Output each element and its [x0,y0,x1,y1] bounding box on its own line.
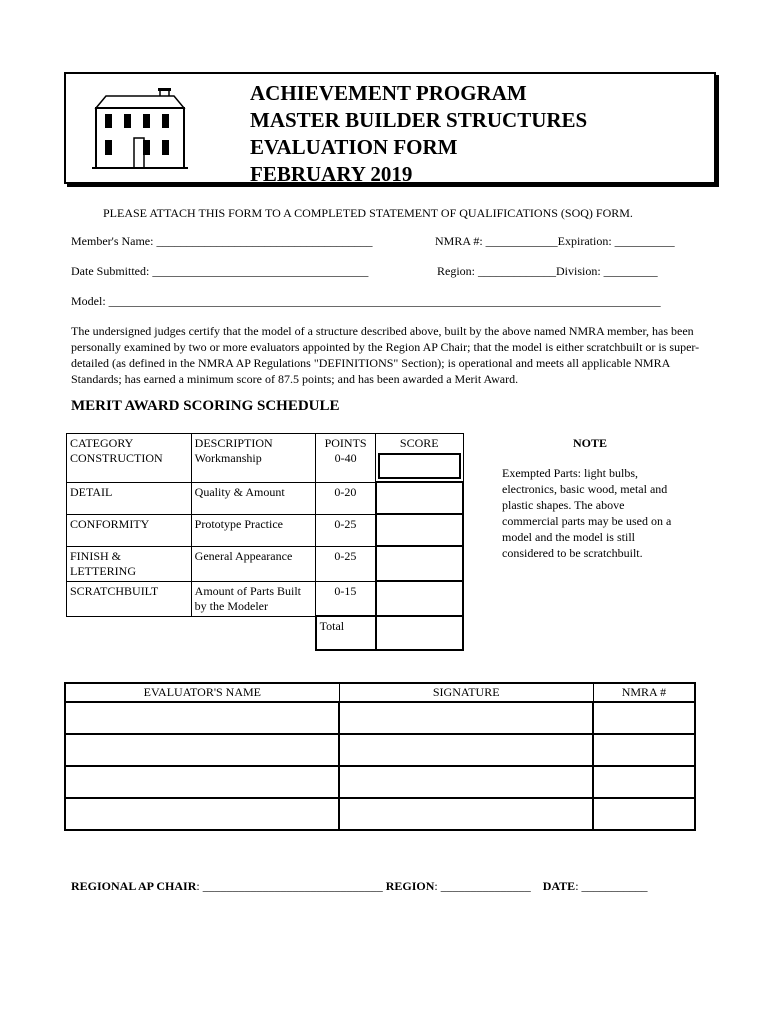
certification-paragraph: The undersigned judges certify that the model of a structure described above, built by the above named NMRA member, has been personally examined by two or more evaluators appointed by the Region AP Chair; that the model is either scratchbuilt or is super-detailed (as defined in the NMRA AP Regulations "DEFINITIONS" Section); is operational and meets all applicable NMRA Standards; has earned a minimum score of 87.5 points; and has been awarded a Merit Award. [71,324,700,386]
nmra-number-input[interactable] [593,766,695,798]
evaluator-header-row [65,683,695,702]
description-value: Prototype Practice [191,514,315,546]
model-field[interactable]: Model: ____________________________________________________________________________________________ [71,294,661,308]
table-row [67,514,464,546]
form-title [250,80,710,188]
category-value: FINISH & LETTERING [67,546,192,581]
note-text: Exempted Parts: light bulbs, electronics, basic wood, metal and plastic shapes. The above commercial parts may be used on a model and the model is still considered to be scratchbuilt. [502,466,672,560]
evaluator-table [64,682,696,831]
points-cell [316,434,376,483]
category-value: CONFORMITY [67,514,192,546]
empty-cell [67,616,192,650]
nmra-number-input[interactable] [593,798,695,830]
score-header-cell [376,434,463,483]
score-input-construction[interactable] [378,453,460,479]
signature-input[interactable] [339,766,593,798]
category-value: SCRATCHBUILT [67,581,192,616]
section-title: MERIT AWARD SCORING SCHEDULE [71,398,340,414]
evaluator-name-input[interactable] [65,702,339,734]
total-row [67,616,464,650]
score-input-scratchbuilt[interactable] [376,581,463,616]
description-cell [191,434,315,483]
members-name-field[interactable]: Member's Name: ____________________________________ [71,234,373,248]
evaluator-name-input[interactable] [65,798,339,830]
date-label: DATE [542,879,576,893]
table-row [65,734,695,766]
score-header: SCORE [399,436,439,450]
description-value: Workmanship [194,451,262,465]
total-label: Total [316,616,376,650]
signature-input[interactable] [339,734,593,766]
attach-instruction: PLEASE ATTACH THIS FORM TO A COMPLETED STATEMENT OF QUALIFICATIONS (SOQ) FORM. [103,206,633,220]
score-input-conformity[interactable] [376,514,463,546]
title-line-4: FEBRUARY 2019 [250,162,413,186]
table-row [67,546,464,581]
signature-input[interactable] [339,798,593,830]
points-value: 0-25 [316,546,376,581]
points-value: 0-25 [316,514,376,546]
table-row [65,766,695,798]
points-header: POINTS [324,436,367,450]
nmra-number-input[interactable] [593,734,695,766]
table-row [65,702,695,734]
note-title: NOTE [572,436,607,450]
total-score-input[interactable] [376,616,463,650]
title-line-3: EVALUATION FORM [250,135,458,159]
category-value: CONSTRUCTION [70,451,163,465]
points-value: 0-20 [316,482,376,514]
signature-header: SIGNATURE [339,683,593,702]
region-label: REGION [385,879,435,893]
note-box [502,436,678,561]
footer-signoff [71,879,648,894]
empty-cell [191,616,315,650]
category-value: DETAIL [67,482,192,514]
description-value: General Appearance [191,546,315,581]
table-row [67,482,464,514]
header-box [64,72,716,184]
category-cell [67,434,192,483]
scoring-table [66,433,464,651]
score-input-finish[interactable] [376,546,463,581]
evaluator-name-input[interactable] [65,766,339,798]
nmra-number-input[interactable] [593,702,695,734]
table-row [65,798,695,830]
regional-ap-chair-field[interactable]: : ______________________________ [196,879,383,893]
nmra-expiration-field[interactable]: NMRA #: ____________Expiration: __________ [435,234,675,248]
region-field[interactable]: : _______________ [434,879,531,893]
signature-input[interactable] [339,702,593,734]
title-line-1: ACHIEVEMENT PROGRAM [250,81,527,105]
points-value: 0-40 [334,451,357,465]
evaluator-name-header: EVALUATOR'S NAME [65,683,339,702]
title-line-2: MASTER BUILDER STRUCTURES [250,108,588,132]
evaluator-name-input[interactable] [65,734,339,766]
region-division-field[interactable]: Region: _____________Division: _________ [437,264,658,278]
table-row [67,434,464,483]
description-header: DESCRIPTION [194,436,273,450]
points-value: 0-15 [316,581,376,616]
description-value: Quality & Amount [191,482,315,514]
date-field[interactable]: : ___________ [575,879,648,893]
table-row [67,581,464,616]
score-input-detail[interactable] [376,482,463,514]
house-icon [90,88,190,170]
nmra-number-header: NMRA # [593,683,695,702]
regional-ap-chair-label: REGIONAL AP CHAIR [71,879,197,893]
category-header: CATEGORY [70,436,134,450]
description-value: Amount of Parts Built by the Modeler [191,581,315,616]
date-submitted-field[interactable]: Date Submitted: ____________________________________ [71,264,369,278]
